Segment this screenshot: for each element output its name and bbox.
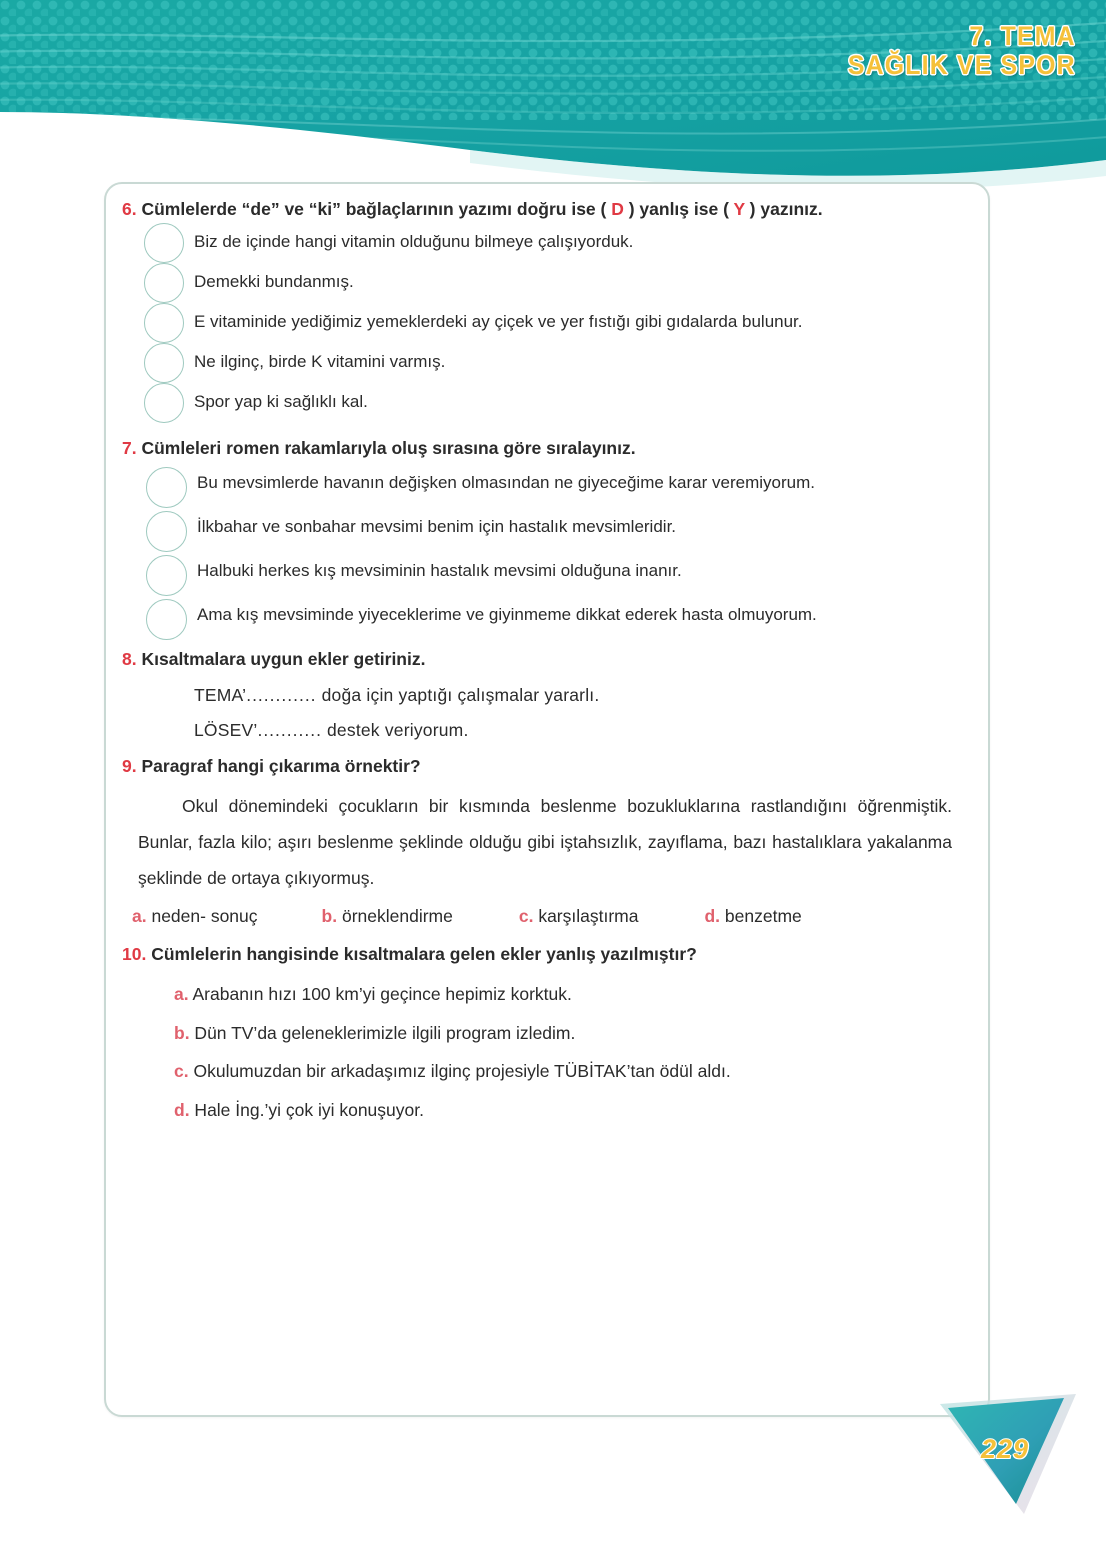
question-10-number: 10. xyxy=(122,944,147,965)
fill-blank-line xyxy=(194,720,966,741)
list-item xyxy=(122,227,966,263)
option-c[interactable] xyxy=(174,1060,966,1083)
sentence-rest: destek veriyorum. xyxy=(321,720,469,741)
question-9 xyxy=(122,755,966,927)
answer-circle[interactable] xyxy=(144,383,184,423)
question-7 xyxy=(122,437,966,639)
question-6-prompt-part2: ) yanlış ise ( xyxy=(623,199,734,219)
list-item-label: Spor yap ki sağlıklı kal. xyxy=(194,392,368,412)
answer-circle[interactable] xyxy=(146,467,187,508)
option-label: örneklendirme xyxy=(337,906,453,927)
question-10-prompt xyxy=(122,943,966,966)
list-item xyxy=(122,307,966,343)
answer-circle[interactable] xyxy=(146,511,187,552)
abbreviation-label: TEMA’ xyxy=(194,685,247,706)
answer-circle[interactable] xyxy=(144,303,184,343)
option-a[interactable] xyxy=(132,906,258,927)
reading-paragraph: Okul dönemindeki çocukların bir kısmında beslenme bozukluklarına rastlandığını öğrenmiştik. Bunlar, fazla kilo; aşırı beslenme şeklinde olduğu gibi iştahsızlık, zayıflama, bazı hastalıklara yakalanma şeklinde de ortaya çıkıyormuş. xyxy=(138,795,952,888)
exercises-card xyxy=(104,182,990,1417)
question-8 xyxy=(122,648,966,741)
option-letter: a. xyxy=(132,906,147,927)
option-b[interactable] xyxy=(174,1022,966,1045)
option-letter: a. xyxy=(174,983,189,1004)
option-letter: d. xyxy=(174,1100,190,1121)
list-item xyxy=(122,555,966,596)
answer-circle[interactable] xyxy=(144,343,184,383)
question-6-prompt-part3: ) yazınız. xyxy=(744,199,823,219)
option-label: Hale İng.’yi çok iyi konuşuyor. xyxy=(189,1100,424,1121)
question-6-mark-false: Y xyxy=(733,199,745,219)
answer-circle[interactable] xyxy=(146,599,187,640)
list-item xyxy=(122,511,966,552)
option-label: neden- sonuç xyxy=(146,906,258,927)
page-number-badge xyxy=(938,1392,1078,1522)
list-item xyxy=(122,347,966,383)
page-header-banner xyxy=(0,0,1106,200)
list-item-label: Demekki bundanmış. xyxy=(194,272,354,292)
option-c[interactable] xyxy=(519,906,639,927)
sentence-rest: doğa için yaptığı çalışmalar yararlı. xyxy=(316,685,600,706)
question-7-answer-list xyxy=(122,467,966,640)
option-label: karşılaştırma xyxy=(533,906,639,927)
list-item-label: Biz de içinde hangi vitamin olduğunu bilmeye çalışıyorduk. xyxy=(194,232,634,252)
option-letter: c. xyxy=(518,906,534,927)
theme-number: 7. TEMA xyxy=(969,21,1076,51)
list-item-label: Bu mevsimlerde havanın değişken olmasından ne giyeceğime karar veremiyorum. xyxy=(197,472,815,492)
question-7-number: 7. xyxy=(122,438,137,459)
question-6-answer-list xyxy=(122,227,966,423)
question-7-prompt xyxy=(122,437,966,460)
option-a[interactable] xyxy=(174,983,966,1006)
option-label: Okulumuzdan bir arkadaşımız ilginç projesiyle TÜBİTAK’tan ödül aldı. xyxy=(188,1061,731,1082)
list-item-label: Ama kış mevsiminde yiyeceklerime ve giyinmeme dikkat ederek hasta olmuyorum. xyxy=(197,604,817,624)
option-label: Dün TV’da geleneklerimizle ilgili program izledim. xyxy=(189,1022,576,1043)
list-item-label: İlkbahar ve sonbahar mevsimi benim için hastalık mevsimleridir. xyxy=(197,516,677,536)
page-number: 229 xyxy=(980,1434,1030,1464)
option-d[interactable] xyxy=(174,1099,966,1122)
option-letter: d. xyxy=(704,906,721,927)
question-9-prompt-text: Paragraf hangi çıkarıma örnektir? xyxy=(141,756,421,777)
question-10 xyxy=(122,943,966,1121)
question-8-number: 8. xyxy=(122,648,137,669)
blank-dots[interactable]: ........... xyxy=(257,720,322,741)
list-item xyxy=(122,267,966,303)
question-6-prompt-part1: Cümlelerde “de” ve “ki” bağlaçlarının yazımı doğru ise ( xyxy=(141,199,612,219)
question-7-prompt-text: Cümleleri romen rakamlarıyla oluş sırasına göre sıralayınız. xyxy=(141,438,636,459)
question-10-prompt-text: Cümlelerin hangisinde kısaltmalara gelen ekler yanlış yazılmıştır? xyxy=(151,944,697,965)
question-6-number: 6. xyxy=(122,199,137,219)
blank-dots[interactable]: ............ xyxy=(246,685,317,706)
theme-title: SAĞLIK VE SPOR xyxy=(848,50,1076,81)
fill-blank-line xyxy=(194,685,966,706)
list-item-label: E vitaminide yediğimiz yemeklerdeki ay çiçek ve yer fıstığı gibi gıdalarda bulunur. xyxy=(194,312,803,332)
abbreviation-label: LÖSEV’ xyxy=(194,720,258,741)
question-8-prompt-text: Kısaltmalara uygun ekler getiriniz. xyxy=(141,648,426,669)
list-item xyxy=(122,387,966,423)
list-item xyxy=(122,467,966,508)
answer-circle[interactable] xyxy=(144,223,184,263)
question-8-prompt xyxy=(122,648,966,671)
option-label: Arabanın hızı 100 km’yi geçince hepimiz korktuk. xyxy=(188,983,572,1004)
list-item xyxy=(122,599,966,640)
question-6 xyxy=(122,198,966,423)
theme-banner-text xyxy=(828,22,1076,80)
answer-circle[interactable] xyxy=(144,263,184,303)
option-d[interactable] xyxy=(704,906,801,927)
answer-circle[interactable] xyxy=(146,555,187,596)
question-6-mark-true: D xyxy=(611,199,624,219)
question-6-prompt xyxy=(122,198,966,221)
option-label: benzetme xyxy=(720,906,802,927)
option-letter: c. xyxy=(174,1061,189,1082)
question-9-prompt xyxy=(122,755,966,778)
question-10-options xyxy=(122,983,966,1122)
list-item-label: Halbuki herkes kış mevsiminin hastalık mevsimi olduğuna inanır. xyxy=(197,560,682,580)
option-letter: b. xyxy=(174,1022,190,1043)
question-9-options xyxy=(126,906,966,927)
option-b[interactable] xyxy=(322,906,453,927)
question-9-number: 9. xyxy=(122,756,137,777)
option-letter: b. xyxy=(321,906,338,927)
list-item-label: Ne ilginç, birde K vitamini varmış. xyxy=(194,352,446,372)
